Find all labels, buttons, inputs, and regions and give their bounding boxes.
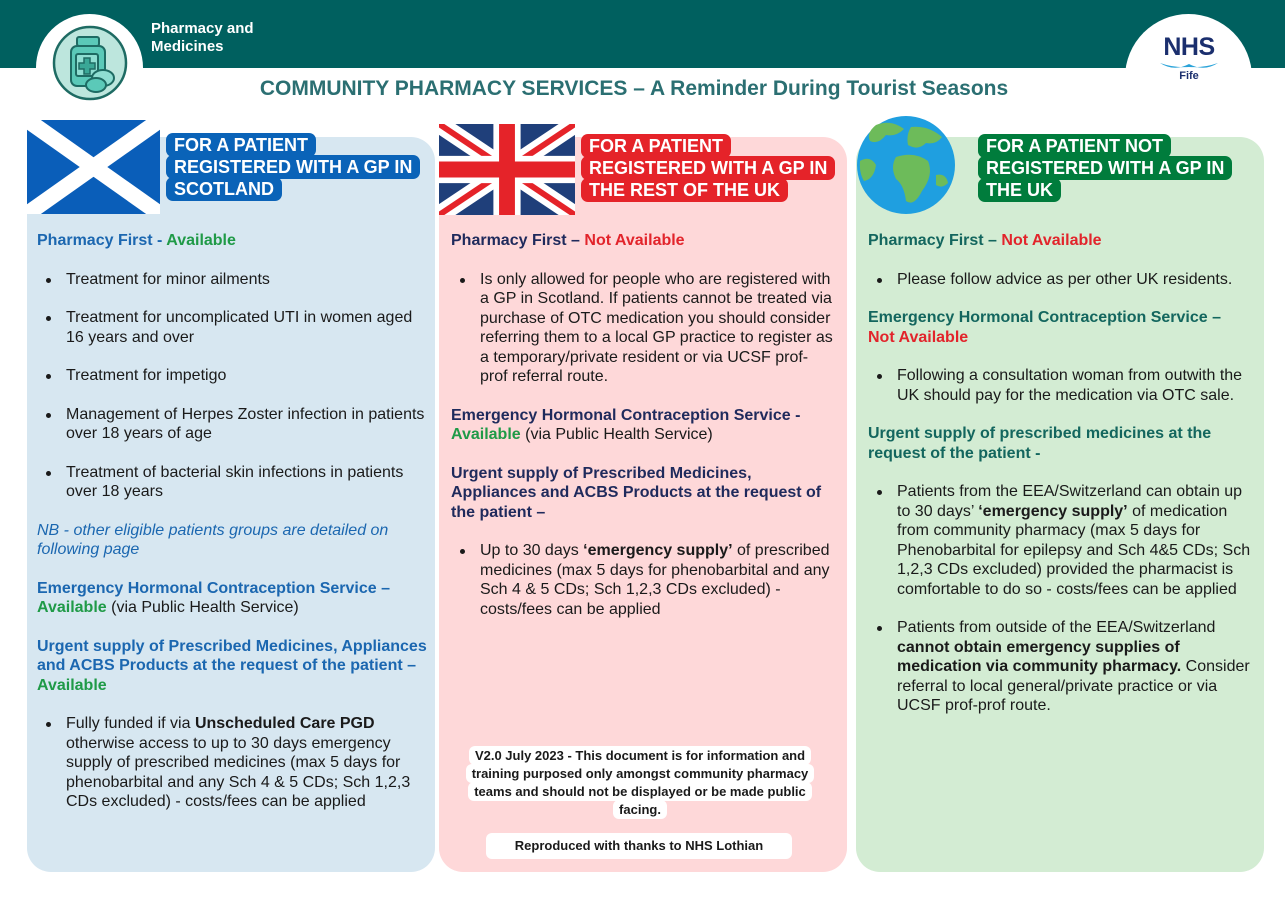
pharmacy-first-list — [451, 270, 835, 387]
header-line: FOR A PATIENT — [166, 133, 316, 157]
list-item: Management of Herpes Zoster infection in patients over 18 years of age — [37, 405, 429, 444]
ehc-heading — [451, 406, 835, 445]
rest-of-uk-header-tag — [581, 135, 843, 201]
scotland-header-tag — [166, 134, 428, 200]
list-item: Is only allowed for people who are registered with a GP in Scotland. If patients cannot be treated via purchase of OTC medication you should consider referring them to a local GP practice to register as a temporary/private resident or via UCSF prof-prof referral route. — [451, 270, 835, 387]
union-jack-flag-icon — [439, 124, 575, 215]
list-item — [868, 482, 1254, 599]
ehc-heading — [37, 579, 429, 618]
brand-line-2: Medicines — [151, 38, 224, 55]
pharmacy-first-list — [868, 270, 1254, 290]
heading-separator: - — [152, 232, 167, 249]
heading-label: Pharmacy First — [868, 232, 984, 249]
list-item — [451, 541, 835, 619]
list-item: Following a consultation woman from outwith the UK should pay for the medication via OTC sale. — [868, 366, 1254, 405]
text: Up to 30 days — [480, 542, 584, 559]
pharmacy-logo — [36, 14, 143, 121]
ehc-note: (via Public Health Service) — [106, 599, 299, 616]
header-line: REGISTERED WITH A GP IN — [978, 156, 1232, 180]
text: of prescribed medicines (max 5 days for phenobarbital and any Sch 4 & 5 CDs; Sch 1,2,3 CDs excluded) - costs/fees can be applied — [480, 542, 830, 618]
header-line: FOR A PATIENT NOT — [978, 134, 1171, 158]
list-item — [868, 618, 1254, 716]
non-uk-content — [868, 231, 1254, 735]
heading-label: Pharmacy First — [451, 232, 567, 249]
urgent-supply-heading: Urgent supply of Prescribed Medicines, Appliances and ACBS Products at the request of the patient – — [451, 464, 822, 521]
bold-text: ‘emergency supply’ — [583, 542, 733, 559]
text: of medication from community pharmacy (max 5 days for Phenobarbital for epilepsy and Sch 4&5 CDs; Sch 1,2,3 CDs excluded) provided the pharmacist is comfortable to do so - costs/fees can be applied — [897, 502, 1251, 598]
bold-text: cannot obtain emergency supplies of medication via community pharmacy. — [897, 638, 1182, 675]
pharmacy-first-heading — [37, 231, 429, 251]
globe-icon — [856, 115, 956, 215]
brand-line-1: Pharmacy and — [151, 20, 254, 37]
list-item: Treatment for uncomplicated UTI in women aged 16 years and over — [37, 308, 429, 347]
status-available: Available — [451, 426, 521, 443]
text: Consider referral to local general/private practice or via UCSF prof-prof route. — [897, 658, 1250, 714]
rest-of-uk-content — [451, 231, 835, 638]
bold-text: Unscheduled Care PGD — [194, 715, 375, 732]
text: Patients from the EEA/Switzerland can obtain up to 30 days’ — [897, 483, 1243, 520]
urgent-supply-heading — [37, 637, 429, 696]
nhs-board-name: Fife — [1179, 70, 1199, 82]
ehc-list — [868, 366, 1254, 405]
header-line: THE UK — [978, 178, 1061, 202]
text: otherwise access to up to 30 days emergency supply of prescribed medicines (max 5 days for phenobarbital and any Sch 4 & 5 CDs; Sch 1,2,3 CDs excluded) - costs/fees can be applied — [66, 734, 411, 810]
page-title: COMMUNITY PHARMACY SERVICES – A Reminder During Tourist Seasons — [259, 77, 1009, 100]
list-item: Treatment for impetigo — [37, 366, 429, 386]
status-available: Available — [166, 232, 236, 249]
heading-label: Emergency Hormonal Contraception Service - — [451, 406, 801, 424]
pharmacy-first-heading — [868, 231, 1254, 251]
heading-label: Urgent supply of Prescribed Medicines, Appliances and ACBS Products at the request of the patient – — [37, 637, 427, 674]
status-available: Available — [37, 676, 107, 694]
heading-label: Emergency Hormonal Contraception Service – — [37, 579, 390, 597]
pharmacy-first-heading — [451, 231, 835, 251]
header-line: REGISTERED WITH A GP IN — [581, 156, 835, 180]
status-not-available: Not Available — [868, 328, 969, 346]
header-line: FOR A PATIENT — [581, 134, 731, 158]
scotland-flag-icon — [27, 120, 160, 214]
urgent-supply-list — [451, 541, 835, 619]
wave-icon — [1158, 60, 1220, 70]
list-item: Treatment of bacterial skin infections in patients over 18 years — [37, 463, 429, 502]
ehc-heading — [868, 308, 1254, 347]
pharmacy-first-list — [37, 270, 429, 502]
heading-separator: – — [983, 232, 1002, 249]
status-not-available: Not Available — [1001, 232, 1102, 249]
acknowledgement: Reproduced with thanks to NHS Lothian — [486, 833, 792, 859]
header-line: THE REST OF THE UK — [581, 178, 788, 202]
list-item — [37, 714, 429, 812]
disclaimer-text: V2.0 July 2023 - This document is for information and training purposed only amongst community pharmacy teams and should not be displayed or be made public facing. — [466, 746, 815, 819]
bold-text: ‘emergency supply’ — [978, 502, 1128, 520]
non-uk-header-tag — [978, 135, 1248, 201]
list-item: Treatment for minor ailments — [37, 270, 429, 290]
urgent-supply-list — [37, 714, 429, 812]
status-available: Available — [37, 599, 107, 616]
text: Fully funded if via — [66, 715, 195, 732]
scotland-content — [37, 231, 429, 831]
ehc-note: (via Public Health Service) — [520, 426, 713, 443]
nb-note: NB - other eligible patients groups are detailed on following page — [37, 521, 389, 558]
status-not-available: Not Available — [584, 232, 685, 249]
brand-name — [151, 20, 254, 56]
header-line: SCOTLAND — [166, 177, 282, 201]
urgent-supply-heading: Urgent supply of prescribed medicines at the request of the patient - — [868, 425, 1212, 462]
nhs-wordmark: NHS — [1163, 33, 1215, 61]
urgent-supply-list — [868, 482, 1254, 716]
text: Patients from outside of the EEA/Switzerland — [897, 619, 1216, 636]
heading-label: Emergency Hormonal Contraception Service – — [868, 309, 1221, 326]
heading-label: Pharmacy First — [37, 232, 153, 249]
disclaimer-notice — [455, 747, 825, 819]
nhs-fife-logo — [1150, 34, 1228, 82]
heading-separator: – — [566, 232, 585, 249]
header-line: REGISTERED WITH A GP IN — [166, 155, 420, 179]
list-item: Please follow advice as per other UK residents. — [868, 270, 1254, 290]
